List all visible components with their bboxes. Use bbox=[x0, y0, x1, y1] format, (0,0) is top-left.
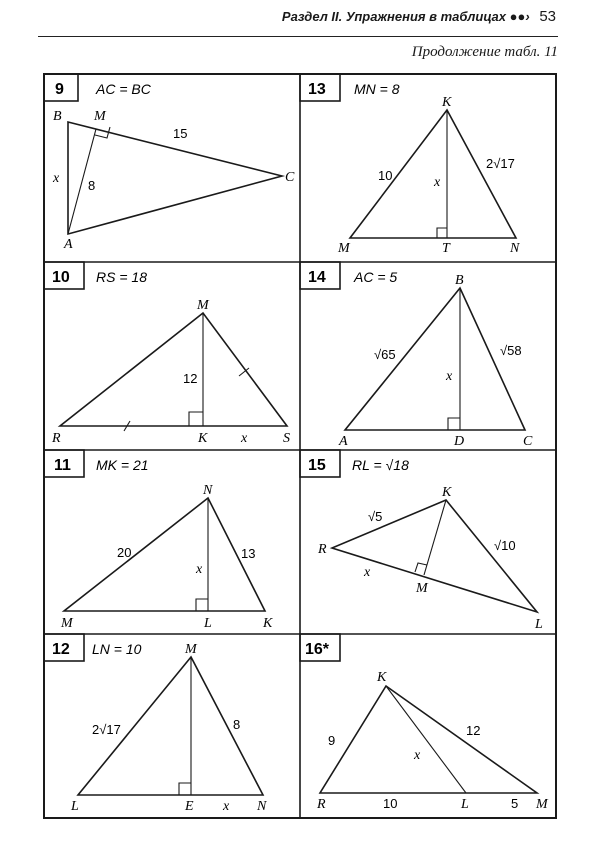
vertex-label: K bbox=[442, 95, 452, 110]
figure-10 bbox=[51, 298, 290, 446]
triangle bbox=[345, 288, 525, 430]
vertex-label: T bbox=[442, 241, 450, 256]
vertex-label: C bbox=[285, 170, 295, 185]
vertex-label: N bbox=[203, 483, 213, 498]
triangle bbox=[64, 498, 265, 611]
problem-condition: MN = 8 bbox=[354, 81, 400, 97]
figure-16 bbox=[316, 670, 549, 812]
vertex-label: R bbox=[317, 797, 326, 812]
side-length: 8 bbox=[88, 178, 96, 193]
problem-condition: AC = BC bbox=[96, 81, 151, 97]
vertex-label: B bbox=[53, 109, 62, 124]
figure-12 bbox=[70, 642, 267, 814]
side-length: 10 bbox=[383, 796, 398, 811]
vertex-label: R bbox=[318, 542, 327, 557]
vertex-label: R bbox=[52, 431, 61, 446]
unknown-x: x bbox=[414, 748, 421, 763]
vertex-label: L bbox=[71, 799, 79, 814]
triangle bbox=[350, 110, 516, 238]
problem-number: 14 bbox=[308, 269, 326, 286]
vertex-label: E bbox=[185, 799, 194, 814]
triangle bbox=[60, 313, 287, 426]
problem-condition: AC = 5 bbox=[354, 269, 398, 285]
problem-number: 12 bbox=[52, 641, 70, 658]
right-angle-mark bbox=[189, 412, 203, 426]
vertex-label: C bbox=[523, 434, 533, 449]
vertex-label: M bbox=[536, 797, 548, 812]
segment-kl bbox=[386, 686, 466, 793]
side-length: √5 bbox=[368, 509, 383, 524]
side-length: 8 bbox=[233, 717, 241, 732]
unknown-x: x bbox=[434, 175, 441, 190]
figure-13 bbox=[337, 95, 520, 256]
side-length: 2√17 bbox=[92, 722, 121, 737]
vertex-label: M bbox=[338, 241, 350, 256]
triangle bbox=[320, 686, 537, 793]
unknown-x: x bbox=[364, 565, 371, 580]
right-angle-mark bbox=[448, 418, 460, 430]
figure-14 bbox=[338, 273, 533, 449]
vertex-label: N bbox=[510, 241, 520, 256]
vertex-label: D bbox=[454, 434, 465, 449]
vertex-label: K bbox=[263, 616, 273, 631]
problem-number: 11 bbox=[54, 457, 71, 474]
vertex-label: M bbox=[185, 642, 197, 657]
side-length: √10 bbox=[494, 538, 516, 553]
decorative-dots-icon: ●●› bbox=[509, 9, 530, 24]
problem-condition: RS = 18 bbox=[96, 269, 147, 285]
unknown-x: x bbox=[53, 171, 60, 186]
figure-11 bbox=[60, 483, 273, 631]
problem-number: 13 bbox=[308, 81, 326, 98]
problem-number: 10 bbox=[52, 269, 70, 286]
unknown-x: x bbox=[241, 431, 248, 446]
vertex-label: M bbox=[197, 298, 209, 313]
table-continuation-note: Продолжение табл. 11 bbox=[411, 44, 558, 60]
vertex-label: L bbox=[461, 797, 469, 812]
side-length: 10 bbox=[378, 168, 393, 183]
vertex-label: M bbox=[61, 616, 73, 631]
side-length: 5 bbox=[511, 796, 519, 811]
vertex-label: L bbox=[204, 616, 212, 631]
figure-15 bbox=[317, 485, 543, 632]
right-angle-mark bbox=[179, 783, 191, 795]
side-length: 15 bbox=[173, 126, 188, 141]
side-length: 9 bbox=[328, 733, 336, 748]
vertex-label: L bbox=[535, 617, 543, 632]
right-angle-mark bbox=[196, 599, 208, 611]
unknown-x: x bbox=[223, 799, 230, 814]
problem-condition: MK = 21 bbox=[96, 457, 149, 473]
problem-number: 9 bbox=[55, 81, 64, 98]
page-number: 53 bbox=[539, 8, 556, 25]
vertex-label: B bbox=[455, 273, 464, 288]
vertex-label: A bbox=[64, 237, 73, 252]
vertex-label: K bbox=[198, 431, 208, 446]
vertex-label: K bbox=[377, 670, 387, 685]
problem-number: 15 bbox=[308, 457, 326, 474]
side-length: √65 bbox=[374, 347, 396, 362]
side-length: √58 bbox=[500, 343, 522, 358]
side-length: 13 bbox=[241, 546, 256, 561]
problem-condition: RL = √18 bbox=[352, 457, 409, 473]
vertex-label: K bbox=[442, 485, 452, 500]
side-length: 12 bbox=[183, 371, 198, 386]
problem-number: 16* bbox=[305, 641, 330, 658]
problem-condition: LN = 10 bbox=[92, 641, 142, 657]
triangle bbox=[332, 500, 537, 612]
unknown-x: x bbox=[446, 369, 453, 384]
altitude bbox=[424, 500, 446, 575]
unknown-x: x bbox=[196, 562, 203, 577]
side-length: 20 bbox=[117, 545, 132, 560]
vertex-label: N bbox=[257, 799, 267, 814]
vertex-label: M bbox=[94, 109, 106, 124]
figure-9 bbox=[52, 109, 295, 252]
vertex-label: S bbox=[283, 431, 290, 446]
section-title: Раздел II. Упражнения в таблицах bbox=[281, 9, 507, 24]
side-length: 2√17 bbox=[486, 156, 515, 171]
right-angle-mark bbox=[437, 228, 447, 238]
vertex-label: A bbox=[339, 434, 348, 449]
vertex-label: M bbox=[416, 581, 428, 596]
side-length: 12 bbox=[466, 723, 481, 738]
